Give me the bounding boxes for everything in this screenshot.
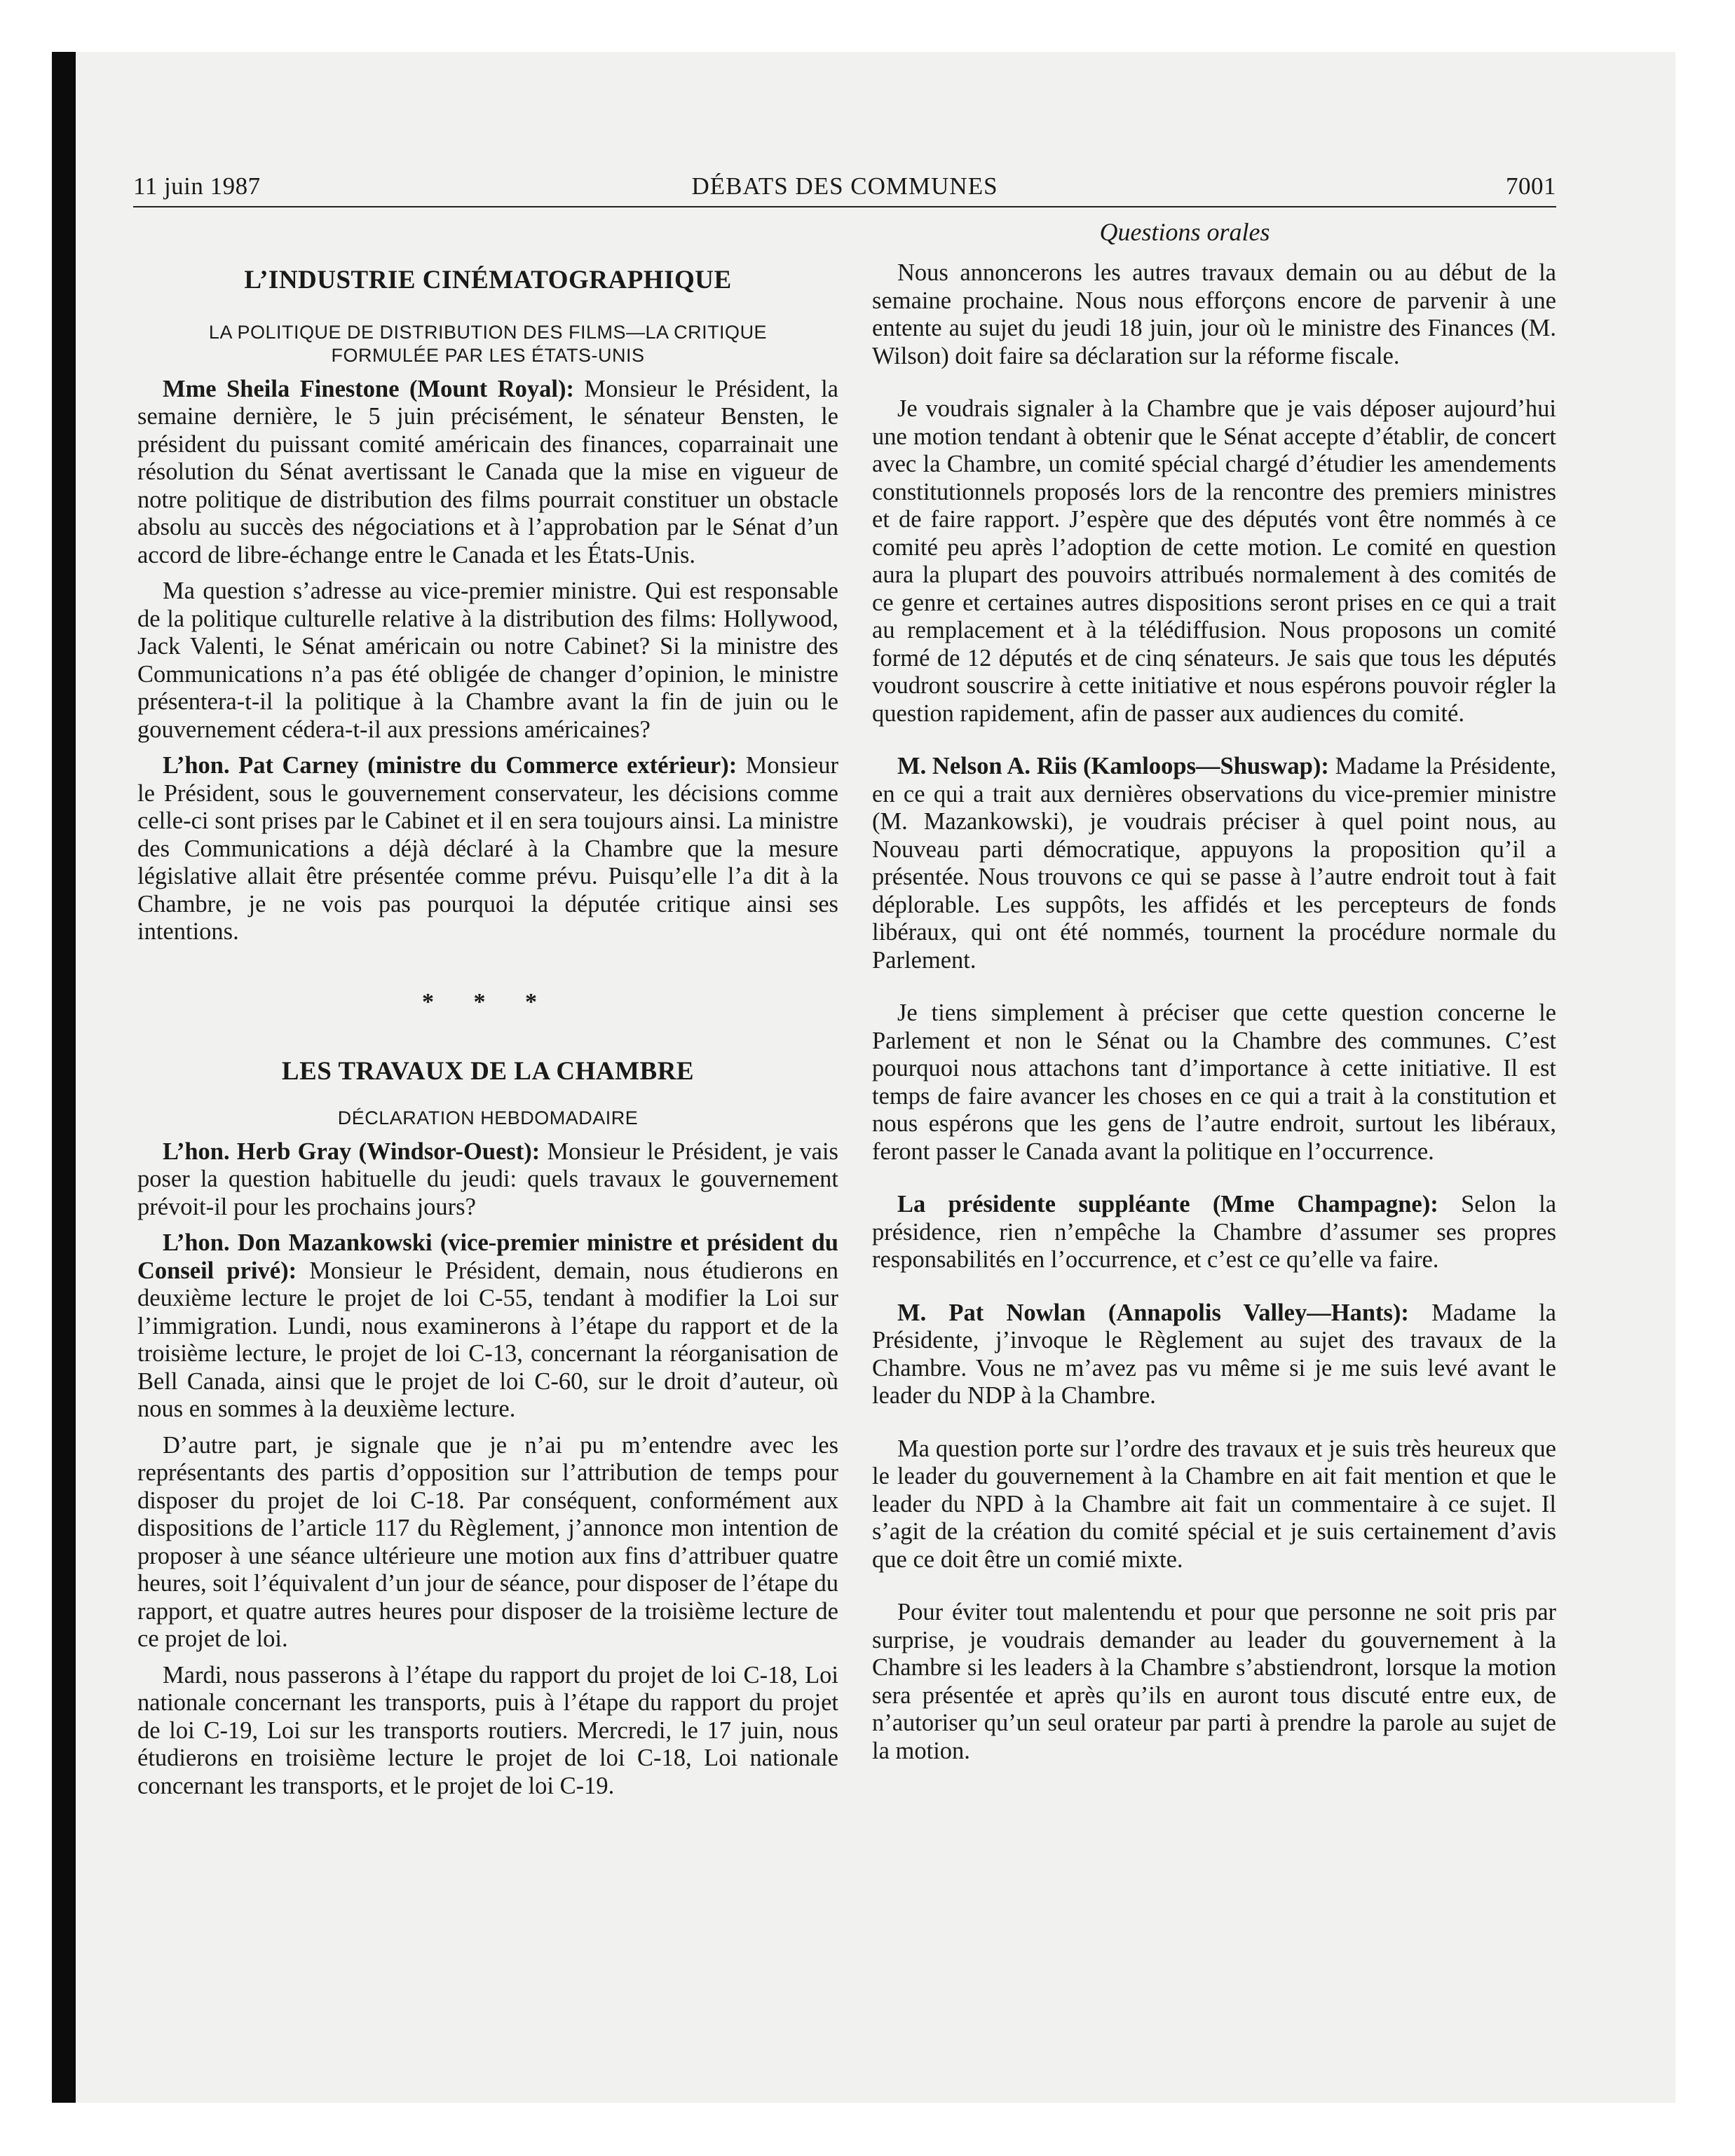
speaker-name: M. Nelson A. Riis (Kamloops—Shuswap): bbox=[897, 753, 1329, 779]
paragraph bbox=[872, 1299, 1556, 1410]
paragraph: Ma question s’adresse au vice-premier ministre. Qui est responsable de la politique culturelle relative à la distribution des films: Hollywood, Jack Valenti, le Sénat américain ou notre Cabinet? Si la ministre des Communications n’a pas été obligée de changer d’opinion, le ministre présentera-t-il la politique à la Chambre avant la fin de juin ou le gouvernement cédera-t-il aux pressions américaines? bbox=[137, 578, 838, 743]
speaker-name: Mme Sheila Finestone (Mount Royal): bbox=[163, 375, 574, 402]
speech-text: Monsieur le Président, demain, nous étudierons en deuxième lecture le projet de loi C-55, tendant à modifier la Loi sur l’immigration. Lundi, nous examinerons à l’étape du rapport et de la troisième lecture, le projet de loi C-13, concernant la réorganisation de Bell Canada, ainsi que le projet de loi C-60, sur le droit d’auteur, où nous en sommes à la deuxième lecture. bbox=[137, 1257, 839, 1422]
speaker-name: La présidente suppléante (Mme Champagne): bbox=[897, 1191, 1438, 1217]
section-heading: LES TRAVAUX DE LA CHAMBRE bbox=[281, 1057, 695, 1086]
page-number: 7001 bbox=[1506, 172, 1556, 200]
section-heading: L’INDUSTRIE CINÉMATOGRAPHIQUE bbox=[244, 266, 732, 294]
paragraph: Mardi, nous passerons à l’étape du rapport du projet de loi C-18, Loi nationale concernant les transports, puis à l’étape du rapport du projet de loi C-19, Loi sur les transports routiers. Mercredi, le 17 juin, nous étudierons en troisième lecture le projet de loi C-18, Loi nationale concernant les transports, et le projet de loi C-19. bbox=[137, 1661, 838, 1799]
speech-text: Monsieur le Président, la semaine dernière, le 5 juin précisément, le sénateur Bensten, le président du puissant comité américain des finances, coparrainait une résolution du Sénat avertissant le Canada que la mise en vigueur de notre politique de distribution des films pourrait constituer un obstacle absolu au succès des négociations et à l’approbation par le Sénat d’un accord de libre-échange entre le Canada et les États-Unis. bbox=[137, 375, 838, 568]
paragraph: D’autre part, je signale que je n’ai pu m’entendre avec les représentants des partis d’opposition sur l’attribution de temps pour disposer du projet de loi C-18. Par conséquent, conformément aux dispositions de l’article 117 du Règlement, j’annonce mon intention de proposer à une séance ultérieure une motion aux fins d’attribuer quatre heures, soit l’équivalent d’un jour de séance, pour disposer de l’étape du rapport, et quatre autres heures pour disposer de la troisième lecture de ce projet de loi. bbox=[137, 1431, 838, 1652]
speaker-name: L’hon. Pat Carney (ministre du Commerce extérieur): bbox=[163, 752, 737, 779]
paragraph: Ma question porte sur l’ordre des travaux et je suis très heureux que le leader du gouvernement à la Chambre en ait fait mention et que le leader du NPD à la Chambre ait fait un commentaire à ce sujet. Il s’agit de la création du comité spécial et je suis certainement d’avis que ce doit être un comié mixte. bbox=[872, 1435, 1556, 1573]
speech-text: Monsieur le Président, je vais poser la question habituelle du jeudi: quels travaux le gouvernement prévoit-il pour les prochains jours? bbox=[137, 1138, 838, 1220]
section-subheading: LA POLITIQUE DE DISTRIBUTION DES FILMS—LA CRITIQUE FORMULÉE PAR LES ÉTATS-UNIS bbox=[208, 321, 768, 366]
header-date: 11 juin 1987 bbox=[133, 172, 261, 200]
speech-text: Madame la Présidente, en ce qui a trait aux dernières observations du vice-premier ministre (M. Mazankowski), je voudrais préciser à quel point nous, au Nouveau parti démocratique, appuyons la proposition qu’il a présentée. Nous trouvons ce qui se passe à l’autre endroit tout à fait déplorable. Les suppôts, les affidés et les percepteurs de fonds libéraux, qui ont été nommés, tournent la procédure normale du Parlement. bbox=[872, 753, 1556, 974]
paragraph: Pour éviter tout malentendu et pour que personne ne soit pris par surprise, je voudrais demander au leader du gouvernement à la Chambre si les leaders à la Chambre s’abstiendront, lorsque la motion sera présentée et après qu’ils en auront tous discuté entre eux, de n’autoriser qu’un seul orateur par parti à prendre la parole au sujet de la motion. bbox=[872, 1599, 1556, 1764]
binding-edge bbox=[52, 52, 76, 2103]
paragraph bbox=[137, 1138, 838, 1222]
paragraph bbox=[137, 752, 838, 946]
section-label: Questions orales bbox=[1099, 218, 1270, 246]
speaker-name: L’hon. Herb Gray (Windsor-Ouest): bbox=[163, 1138, 540, 1165]
paragraph bbox=[872, 753, 1556, 974]
header-rule bbox=[133, 206, 1556, 207]
speech-text: Selon la présidence, rien n’empêche la Chambre d’assumer ses propres responsabilités en l’occurrence, et c’est ce qu’elle va faire. bbox=[872, 1191, 1557, 1273]
speaker-name: L’hon. Don Mazankowski (vice-premier ministre et président du Conseil privé): bbox=[137, 1229, 838, 1284]
speech-text: Madame la Présidente, j’invoque le Règlement au sujet des travaux de la Chambre. Vous ne m’avez pas vu même si je me suis levé avant le leader du NDP à la Chambre. bbox=[872, 1299, 1556, 1409]
header-title: DÉBATS DES COMMUNES bbox=[691, 172, 998, 200]
paragraph bbox=[137, 376, 838, 570]
section-subheading: DÉCLARATION HEBDOMADAIRE bbox=[337, 1107, 639, 1128]
speaker-name: M. Pat Nowlan (Annapolis Valley—Hants): bbox=[897, 1299, 1409, 1326]
separator: * * * bbox=[422, 988, 554, 1015]
paragraph bbox=[872, 1191, 1556, 1274]
right-column bbox=[872, 259, 1556, 1765]
paragraph: Nous annoncerons les autres travaux demain ou au début de la semaine prochaine. Nous nous efforçons encore de parvenir à une entente au sujet du jeudi 18 juin, jour où le ministre des Finances (M. Wilson) doit faire sa déclaration sur la réforme fiscale. bbox=[872, 259, 1556, 369]
paragraph: Je tiens simplement à préciser que cette question concerne le Parlement et non le Sénat ou la Chambre des communes. C’est pourquoi nous attachons tant d’importance à cette initiative. Il est temps de faire avancer les choses en ce qui a trait à la constitution et nous espérons que les gens de l’autre endroit, surtout les libéraux, feront passer le Canada avant la politique en l’occurrence. bbox=[872, 999, 1556, 1165]
left-column bbox=[137, 259, 838, 1800]
paragraph: Je voudrais signaler à la Chambre que je vais déposer aujourd’hui une motion tendant à obtenir que le Sénat accepte d’établir, de concert avec la Chambre, un comité spécial chargé d’étudier les amendements constitutionnels proposés lors de la rencontre des premiers ministres et de faire rapport. J’espère que des députés vont être nommés à ce comité peu après l’adoption de cette motion. Le comité en question aura la plupart des pouvoirs attribués normalement à des comités de ce genre et certaines autres dispositions seront prises en ce qui a trait au remplacement et à la télédiffusion. Nous proposons un comité formé de 12 députés et de cinq sénateurs. Je sais que tous les députés voudront souscrire à cette initiative et nous espérons pouvoir régler la question rapidement, afin de passer aux audiences du comité. bbox=[872, 395, 1556, 727]
paragraph bbox=[137, 1229, 838, 1424]
speech-text: Monsieur le Président, sous le gouvernement conservateur, les décisions comme celle-ci sont prises par le Cabinet et il en sera toujours ainsi. La ministre des Communications a déjà déclaré à la Chambre que la mesure législative allait être présentée comme prévu. Puisqu’elle l’a dit à la Chambre, je ne vois pas pourquoi la députée critique ainsi ses intentions. bbox=[137, 752, 838, 945]
running-header bbox=[133, 165, 1556, 207]
